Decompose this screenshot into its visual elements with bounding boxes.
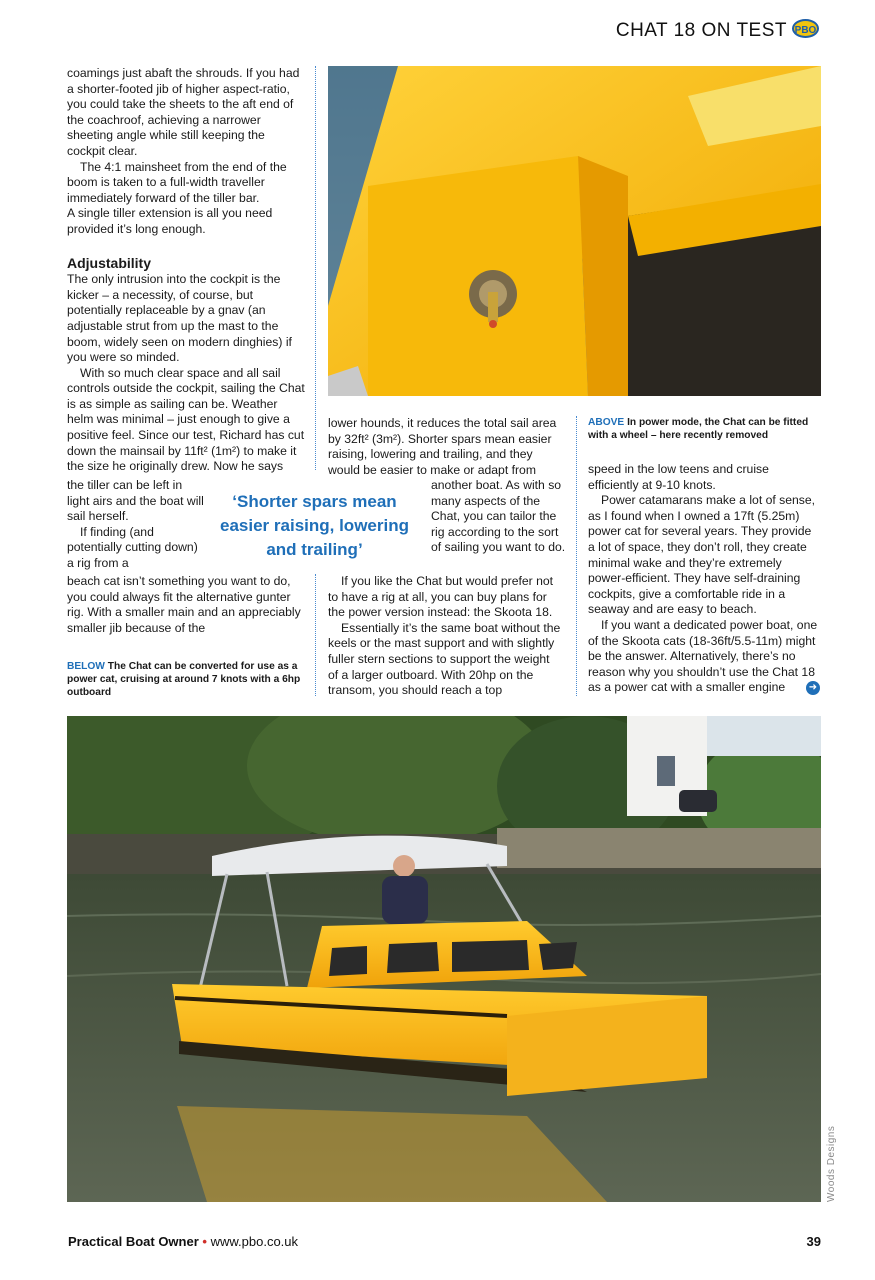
paragraph: Essentially it’s the same boat without the keels or the mast support and with slightly fuller stern sections to support the weight of a larger outboard. With 20hp on the transom, you should reach a top [328,620,561,698]
page-number: 39 [806,1234,821,1249]
photo-credit: Woods Designs [826,1125,837,1202]
section-title: CHAT 18 ON TEST [615,20,787,41]
column-divider [315,66,316,470]
paragraph: coamings just abaft the shrouds. If you had a shorter-footed jib of higher aspect-ratio, you could take the sheets to the aft end of the coachroof, achieving a narrower sheeting angle while still keeping the cockpit clear. [67,66,300,158]
paragraph: If you like the Chat but would prefer not to have a rig at all, you can buy plans for the power version instead: the Skoota 18. [328,574,554,620]
column-1 [67,66,305,475]
column-2-top [328,416,563,478]
paragraph: lower hounds, it reduces the total sail area by 32ft² (3m²). Shorter spars mean easier raising, lowering and trailing, and they would be easier to make or adapt from [328,416,557,477]
paragraph: A single tiller extension is all you need provided it’s long enough. [67,206,273,236]
continue-arrow-icon: ➜ [806,681,820,695]
subheading: Adjustability [67,254,152,271]
photo-catamaran-image [67,716,821,1202]
column-divider [576,416,577,696]
pbo-logo: PBO [792,19,819,38]
pull-quote: ‘Shorter spars mean easier raising, lowering and trailing’ [220,492,409,559]
caption-text: The Chat can be converted for use as a power cat, cruising at around 7 knots with a 6hp outboard [67,661,301,698]
above-caption [588,416,820,442]
photo-cockpit-closeup [328,66,821,396]
paragraph: The only intrusion into the cockpit is the kicker – a necessity, of course, but potentially replaceable by a gnav (an adjustable strut from up the mast to the boom, widely seen on modern dinghies) if you were so minded. [67,272,292,365]
paragraph: If you want a dedicated power boat, one of the Skoota cats (18-36ft/5.5-11m) might be the answer. Alternatively, there’s no reason why you shouldn’t use the Chat 18 as a power cat with a smaller engine [588,617,818,695]
paragraph: Power catamarans make a lot of sense, as I found when I owned a 17ft (5.25m) power cat for several years. They provide a lot of space, they don’t roll, they create minimal wake and they’re extremely power-efficient. They have self-draining cockpits, give a comfortable ride in a seaway and are easy to beach. [588,493,816,617]
footer [68,1234,298,1249]
magazine-name: Practical Boat Owner [68,1234,199,1249]
column-1-narrow [67,478,207,572]
paragraph: With so much clear space and all sail controls outside the cockpit, sailing the Chat is as simple as sailing can be. Weather helm was minimal – just enough to give a positive feel. Since our test, Richard has cut down the mainsail by 11ft² (1m²) to make it the size he originally drew. Now he says [67,365,305,474]
paragraph: another boat. As with so many aspects of the Chat, you can tailor the rig according to the sort of sailing you want to do. [431,478,566,555]
below-caption [67,660,305,699]
paragraph: If finding (and potentially cutting down) a rig from a [67,524,198,570]
column-3 [588,462,820,696]
caption-label: BELOW [67,661,105,672]
website-link[interactable]: www.pbo.co.uk [210,1234,299,1249]
paragraph: The 4:1 mainsheet from the end of the boom is taken to a full-width traveller immediately forward of the tiller bar. [67,159,287,205]
caption-label: ABOVE [588,417,625,428]
photo-power-catamaran [67,716,821,1202]
column-2-narrow [431,478,566,556]
caption-text: In power mode, the Chat can be fitted with a wheel – here recently removed [588,417,809,441]
photo-cockpit-image [328,66,821,396]
column-1-continued [67,574,305,636]
paragraph: beach cat isn’t something you want to do, you could always fit the alternative gunter rig. With a smaller main and an appreciably smaller jib because of the [67,574,301,635]
paragraph: the tiller can be left in light airs and the boat will sail herself. [67,478,204,524]
column-divider [315,574,316,696]
footer-separator: • [202,1234,207,1249]
column-2-bottom [328,574,563,699]
paragraph: speed in the low teens and cruise efficiently at 9-10 knots. [588,462,769,492]
